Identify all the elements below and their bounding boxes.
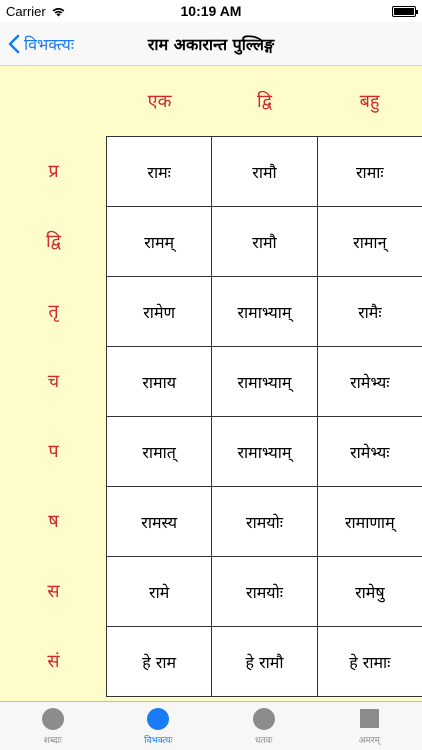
page-title: राम अकारान्त पुल्लिङ्ग — [147, 35, 275, 54]
table-cell: रामः — [107, 137, 212, 207]
row-label: सं — [47, 651, 60, 672]
tab-declensions[interactable] — [106, 702, 212, 750]
row-label: तृ — [48, 301, 59, 322]
table-row — [107, 557, 422, 627]
table-cell: रामान् — [318, 207, 422, 277]
table-cell: रामे — [107, 557, 212, 627]
table-cell: रामेभ्यः — [318, 417, 422, 487]
tab-label: अमरम् — [358, 736, 380, 746]
table-row — [107, 487, 422, 557]
battery-fill — [394, 8, 414, 15]
table-cell: रामेषु — [318, 557, 422, 627]
table-cell: रामेण — [107, 277, 212, 347]
table-cell: हे राम — [107, 627, 212, 697]
column-header-singular: एक — [147, 91, 172, 112]
tab-roots[interactable] — [211, 702, 317, 750]
declension-table-view[interactable] — [0, 66, 422, 701]
table-cell: हे रामाः — [318, 627, 422, 697]
table-row — [107, 627, 422, 697]
row-label: द्वि — [45, 231, 61, 252]
table-row — [107, 277, 422, 347]
table-row — [107, 417, 422, 487]
row-label: स — [47, 581, 60, 602]
tab-label: विभक्त्यः — [144, 736, 173, 746]
column-header-dual: द्वि — [256, 91, 272, 112]
declension-grid — [106, 136, 422, 697]
table-cell: रामौ — [212, 207, 317, 277]
table-cell: रामाणाम् — [318, 487, 422, 557]
tab-words[interactable] — [0, 702, 106, 750]
square-icon — [360, 709, 379, 728]
table-cell: रामाः — [318, 137, 422, 207]
table-cell: रामौ — [212, 137, 317, 207]
carrier-label: Carrier — [6, 3, 46, 19]
table-cell: रामात् — [107, 417, 212, 487]
table-cell: रामाभ्याम् — [212, 417, 317, 487]
back-button-label: विभक्त्यः — [24, 35, 75, 54]
column-headers — [107, 66, 422, 136]
table-cell: रामाय — [107, 347, 212, 417]
status-time: 10:19 AM — [180, 3, 242, 19]
table-cell: रामम् — [107, 207, 212, 277]
circle-icon — [253, 708, 275, 730]
table-cell: रामयोः — [212, 557, 317, 627]
row-label: च — [47, 371, 60, 392]
navigation-bar — [0, 22, 422, 66]
row-label: प — [48, 441, 59, 462]
table-row — [107, 137, 422, 207]
tab-label: धतवः — [255, 736, 273, 746]
table-cell: रामेभ्यः — [318, 347, 422, 417]
table-row — [107, 207, 422, 277]
table-cell: रामैः — [318, 277, 422, 347]
table-cell: हे रामौ — [212, 627, 317, 697]
circle-icon — [147, 708, 169, 730]
tab-bar — [0, 701, 422, 750]
row-labels — [0, 136, 107, 696]
table-cell: रामयोः — [212, 487, 317, 557]
tab-amaram[interactable] — [317, 702, 422, 750]
tab-label: शब्दाः — [43, 736, 62, 746]
table-cell: रामाभ्याम् — [212, 347, 317, 417]
row-label: प्र — [48, 161, 59, 182]
table-cell: रामाभ्याम् — [212, 277, 317, 347]
battery-icon — [392, 6, 416, 17]
row-label: ष — [48, 511, 59, 532]
circle-icon — [42, 708, 64, 730]
table-row — [107, 347, 422, 417]
column-header-plural: बहु — [359, 91, 380, 112]
table-cell: रामस्य — [107, 487, 212, 557]
status-bar — [0, 0, 422, 22]
